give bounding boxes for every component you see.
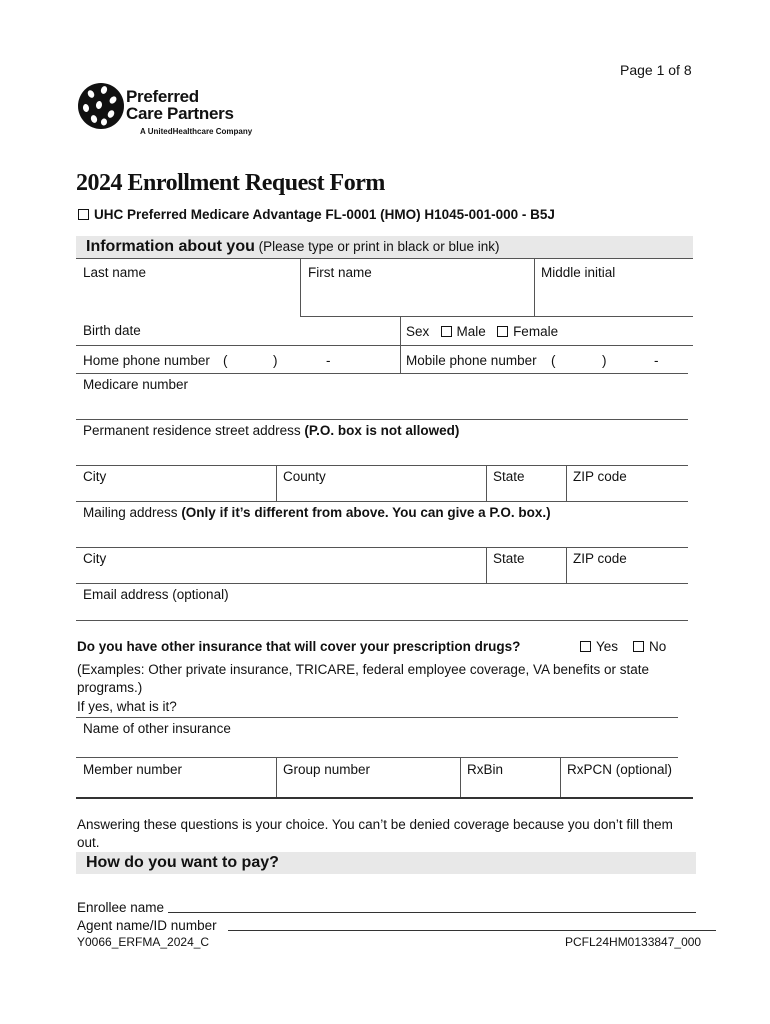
logo-wordmark: Preferred Care Partners bbox=[126, 87, 234, 123]
divider bbox=[560, 758, 561, 798]
divider bbox=[300, 316, 693, 317]
form-title: 2024 Enrollment Request Form bbox=[76, 170, 385, 196]
agent-name-label: Agent name/ID number bbox=[77, 918, 217, 933]
mailing-state-label: State bbox=[493, 551, 525, 566]
mailing-address-field[interactable] bbox=[76, 523, 688, 547]
residence-address-label: Permanent residence street address (P.O. box is not allowed) bbox=[83, 423, 460, 438]
divider bbox=[76, 620, 688, 621]
no-checkbox[interactable] bbox=[633, 641, 644, 652]
divider bbox=[76, 501, 688, 502]
plan-option-label: UHC Preferred Medicare Advantage FL-0001 (HMO) H1045-001-000 - B5J bbox=[94, 207, 555, 222]
first-name-field[interactable] bbox=[301, 285, 534, 315]
middle-initial-field[interactable] bbox=[535, 285, 693, 315]
rxpcn-label: RxPCN (optional) bbox=[567, 762, 673, 777]
divider bbox=[76, 465, 688, 466]
medicare-number-label: Medicare number bbox=[83, 377, 189, 392]
mailing-city-label: City bbox=[83, 551, 107, 566]
divider bbox=[76, 547, 688, 548]
divider bbox=[76, 717, 678, 718]
logo-tagline: A UnitedHealthcare Company bbox=[140, 127, 253, 136]
section-title-payment: How do you want to pay? bbox=[86, 854, 279, 871]
divider bbox=[76, 345, 693, 346]
insurance-if-yes: If yes, what is it? bbox=[77, 699, 177, 714]
first-name-label: First name bbox=[308, 265, 372, 280]
divider bbox=[486, 548, 487, 583]
insurance-examples: (Examples: Other private insurance, TRICARE, federal employee coverage, VA benefits or state programs.) bbox=[77, 662, 650, 695]
divider bbox=[400, 346, 401, 373]
residence-address-field[interactable] bbox=[76, 441, 688, 465]
footer-left-code: Y0066_ERFMA_2024_C bbox=[77, 935, 210, 949]
male-checkbox[interactable] bbox=[441, 326, 452, 337]
insurance-answer: Yes No bbox=[580, 639, 666, 654]
medicare-number-field[interactable] bbox=[76, 395, 688, 419]
footer-right-code: PCFL24HM0133847_000 bbox=[565, 935, 702, 949]
section-title-information: Information about you (Please type or print in black or blue ink) bbox=[86, 238, 500, 255]
divider bbox=[566, 548, 567, 583]
zip-code-label: ZIP code bbox=[573, 469, 627, 484]
birth-date-label: Birth date bbox=[83, 323, 141, 338]
email-field[interactable] bbox=[76, 605, 688, 619]
mailing-address-label: Mailing address (Only if it’s different from above. You can give a P.O. box.) bbox=[83, 505, 551, 520]
divider bbox=[76, 419, 688, 420]
divider bbox=[76, 583, 688, 584]
agent-name-field[interactable] bbox=[228, 930, 716, 931]
last-name-label: Last name bbox=[83, 265, 147, 280]
last-name-field[interactable] bbox=[76, 259, 300, 316]
sex-field: Sex Male Female bbox=[406, 324, 559, 339]
divider bbox=[486, 466, 487, 501]
divider bbox=[400, 317, 401, 345]
middle-initial-label: Middle initial bbox=[541, 265, 616, 280]
divider bbox=[276, 758, 277, 798]
plan-option[interactable] bbox=[78, 207, 555, 222]
mailing-zip-label: ZIP code bbox=[573, 551, 627, 566]
enrollee-name-field[interactable] bbox=[168, 912, 696, 913]
other-insurance-name-label: Name of other insurance bbox=[83, 721, 231, 736]
county-label: County bbox=[283, 469, 326, 484]
divider bbox=[76, 797, 693, 799]
state-label: State bbox=[493, 469, 525, 484]
page-number: Page 1 of 8 bbox=[620, 62, 692, 78]
enrollee-name-label: Enrollee name bbox=[77, 900, 165, 915]
member-number-label: Member number bbox=[83, 762, 183, 777]
other-insurance-name-field[interactable] bbox=[76, 739, 678, 757]
rxbin-label: RxBin bbox=[467, 762, 504, 777]
divider bbox=[460, 758, 461, 798]
home-phone-field[interactable]: Home phone number ( ) - bbox=[83, 353, 331, 368]
city-label: City bbox=[83, 469, 107, 484]
divider bbox=[76, 757, 678, 758]
divider bbox=[276, 466, 277, 501]
email-label: Email address (optional) bbox=[83, 587, 229, 602]
mobile-phone-field[interactable]: Mobile phone number ( ) - bbox=[406, 353, 659, 368]
divider bbox=[566, 466, 567, 501]
plan-checkbox[interactable] bbox=[78, 209, 89, 220]
divider bbox=[76, 373, 688, 374]
disclaimer: Answering these questions is your choice. You can’t be denied coverage because you don’t fill them out. bbox=[77, 817, 673, 850]
insurance-question: Do you have other insurance that will cover your prescription drugs? bbox=[77, 639, 521, 654]
group-number-label: Group number bbox=[283, 762, 371, 777]
yes-checkbox[interactable] bbox=[580, 641, 591, 652]
female-checkbox[interactable] bbox=[497, 326, 508, 337]
